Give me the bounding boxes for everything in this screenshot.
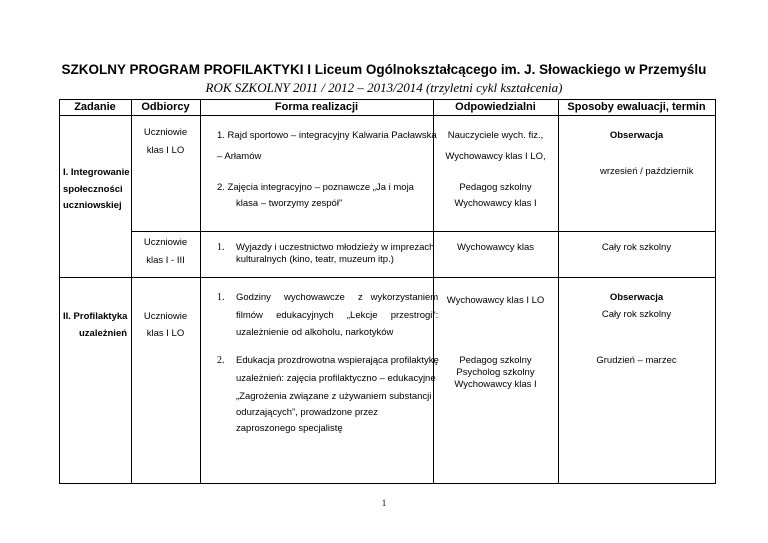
form-item-number: 2. bbox=[217, 355, 225, 366]
table-border-right bbox=[715, 99, 716, 483]
form-item: filmów edukacyjnych „Lekcje przestrogi”: bbox=[236, 310, 439, 321]
task-label: II. Profilaktyka bbox=[63, 311, 128, 322]
task-label: uzależnień bbox=[79, 328, 128, 339]
audience-cell: klas I LO bbox=[146, 328, 185, 339]
form-item-number: 1. bbox=[217, 292, 225, 303]
form-item: uzależnienie od alkoholu, narkotyków bbox=[236, 327, 394, 338]
form-item: 2. Zajęcia integracyjno – poznawcze „Ja i moja bbox=[217, 182, 414, 193]
form-item: kulturalnych (kino, teatr, muzeum itp.) bbox=[236, 254, 394, 265]
table-border-bottom bbox=[59, 483, 716, 484]
responsible-cell: Pedagog szkolny bbox=[459, 182, 532, 193]
form-item: Godziny wychowawcze z wykorzystaniem bbox=[236, 292, 439, 303]
responsible-cell: Nauczyciele wych. fiz., bbox=[447, 130, 544, 141]
evaluation-term: wrzesień / październik bbox=[600, 166, 694, 177]
row-divider bbox=[131, 231, 716, 232]
form-item: Wyjazdy i uczestnictwo młodzieży w imprezach bbox=[236, 242, 435, 253]
evaluation-term: Cały rok szkolny bbox=[601, 309, 672, 320]
task-label: uczniowskiej bbox=[63, 200, 122, 211]
task-label: I. Integrowanie bbox=[63, 167, 130, 178]
document-title: SZKOLNY PROGRAM PROFILAKTYKI I Liceum Ogólnokształcącego im. J. Słowackiego w Przemyślu bbox=[61, 62, 707, 77]
responsible-cell: Wychowawcy klas bbox=[457, 242, 534, 253]
evaluation-term: Grudzień – marzec bbox=[596, 355, 677, 366]
evaluation-method: Obserwacja bbox=[609, 130, 664, 141]
audience-cell: Uczniowie bbox=[143, 127, 188, 138]
form-item: Edukacja prozdrowotna wspierająca profilaktykę bbox=[236, 355, 439, 366]
form-item: „Zagrożenia związane z używaniem substancji bbox=[236, 391, 432, 402]
form-item: zaproszonego specjalistę bbox=[236, 423, 343, 434]
responsible-cell: Wychowawcy klas I bbox=[454, 198, 537, 209]
header-task: Zadanie bbox=[74, 101, 116, 113]
responsible-cell: Pedagog szkolny bbox=[459, 355, 532, 366]
responsible-cell: Psycholog szkolny bbox=[456, 367, 535, 378]
page-number: 1 bbox=[381, 498, 387, 508]
document-subtitle: ROK SZKOLNY 2011 / 2012 – 2013/2014 (trzyletni cykl kształcenia) bbox=[205, 80, 563, 95]
form-item: odurzających”, prowadzone przez bbox=[236, 407, 379, 418]
responsible-cell: Wychowawcy klas I LO bbox=[446, 295, 545, 306]
header-evaluation: Sposoby ewaluacji, termin bbox=[567, 101, 706, 113]
form-item-number: 1. bbox=[217, 242, 225, 253]
header-divider bbox=[59, 115, 716, 116]
header-audience: Odbiorcy bbox=[141, 101, 190, 113]
evaluation-method: Obserwacja bbox=[609, 292, 664, 303]
responsible-cell: Wychowawcy klas I bbox=[454, 379, 537, 390]
task-label: społeczności bbox=[63, 184, 123, 195]
header-responsible: Odpowiedzialni bbox=[455, 101, 536, 113]
responsible-cell: Wychowawcy klas I LO, bbox=[445, 151, 546, 162]
section-divider bbox=[59, 277, 716, 278]
form-item: 1. Rajd sportowo – integracyjny Kalwaria Pacławska bbox=[217, 130, 437, 141]
audience-cell: Uczniowie bbox=[143, 311, 188, 322]
form-item: uzależnień: zajęcia profilaktyczno – edukacyjne bbox=[236, 373, 436, 384]
form-item: – Arłamów bbox=[217, 151, 262, 162]
audience-cell: klas I LO bbox=[146, 145, 185, 156]
table-border-top bbox=[59, 99, 716, 100]
header-form: Forma realizacji bbox=[274, 101, 359, 113]
table-col-divider bbox=[200, 99, 201, 483]
audience-cell: klas I - III bbox=[146, 255, 185, 266]
audience-cell: Uczniowie bbox=[143, 237, 188, 248]
table-border-left bbox=[59, 99, 60, 483]
form-item: klasa – tworzymy zespół” bbox=[236, 198, 343, 209]
evaluation-term: Cały rok szkolny bbox=[601, 242, 672, 253]
